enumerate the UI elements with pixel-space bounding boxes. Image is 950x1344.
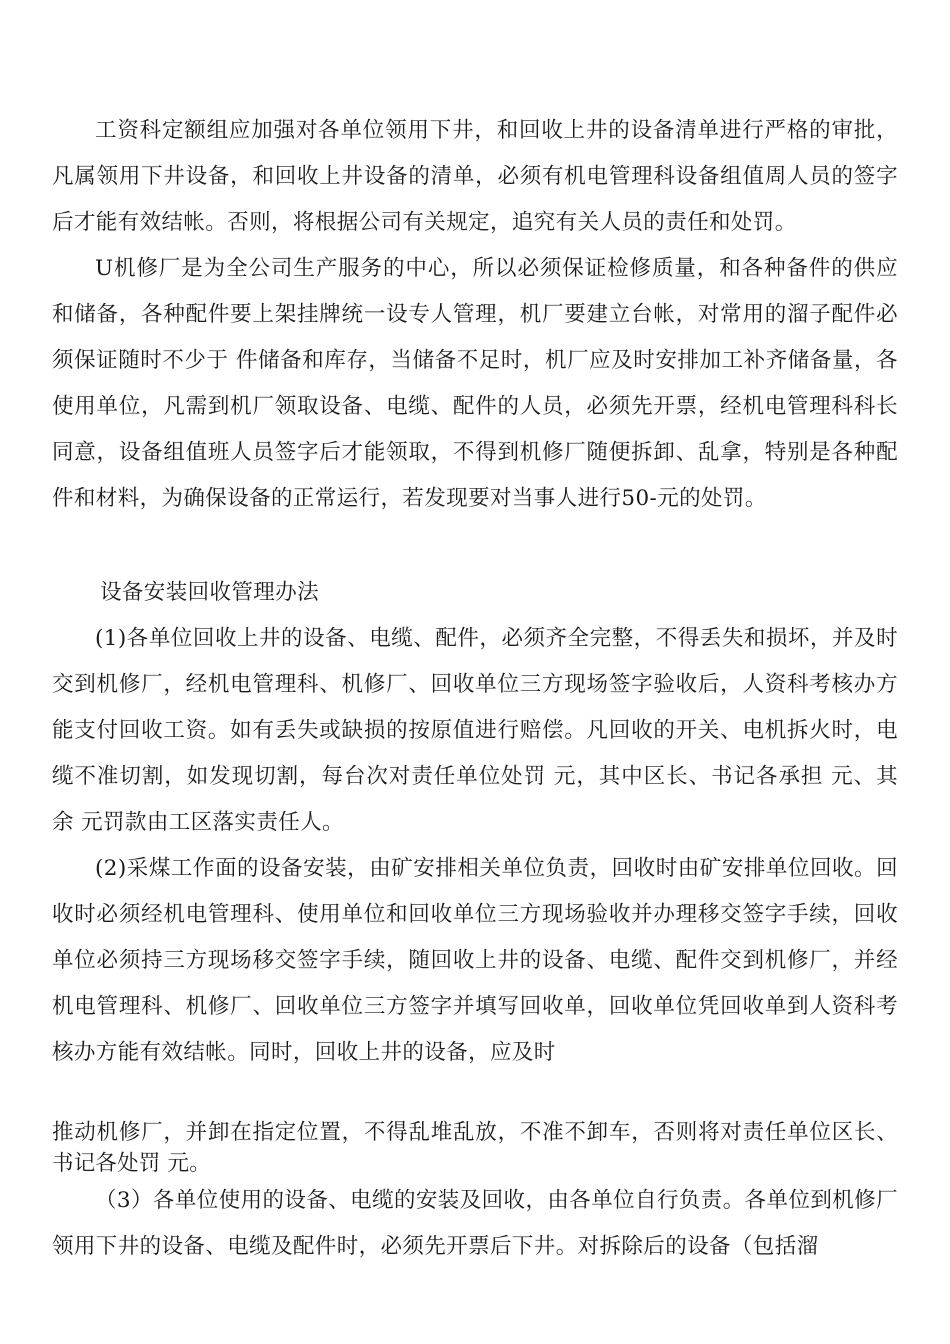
- section-heading: 设备安装回收管理办法: [100, 580, 320, 605]
- item-1-recovery-rules: (1)各单位回收上井的设备、电缆、配件，必须齐全完整，不得丢失和损坏，并及时交到机修厂，经机电管理科、机修厂、回收单位三方现场签字验收后，人资科考核办方能支付回收工资。如有丢失或缺损的按原值进行赔偿。凡回收的开关、电机拆火时，电缆不准切割，如发现切割，每台次对责任单位处罚 元，其中区长、书记各承担 元、其余 元罚款由工区落实责任人。: [52, 626, 898, 835]
- item-2-mining-face-installation: (2)采煤工作面的设备安装，由矿安排相关单位负责，回收时由矿安排单位回收。回收时必须经机电管理科、使用单位和回收单位三方现场验收并办理移交签字手续，回收单位必须持三方现场移交签字手续，随回收上井的设备、电缆、配件交到机修厂，并经机电管理科、机修厂、回收单位三方签字并填写回收单，回收单位凭回收单到人资科考核办方能有效结帐。同时，回收上井的设备，应及时: [52, 856, 898, 1065]
- item-3-unit-self-installation: （3）各单位使用的设备、电缆的安装及回收，由各单位自行负责。各单位到机修厂领用下井的设备、电缆及配件时，必须先开票后下井。对拆除后的设备（包括溜: [52, 1188, 898, 1259]
- paragraph-equipment-checklist-approval: 工资科定额组应加强对各单位领用下井，和回收上井的设备清单进行严格的审批，凡属领用下井设备，和回收上井设备的清单，必须有机电管理科设备组值周人员的签字后才能有效结帐。否则，将根据公司有关规定，追究有关人员的责任和处罚。: [52, 118, 898, 235]
- continuation-paragraph: 推动机修厂，并卸在指定位置，不得乱堆乱放，不准不卸车，否则将对责任单位区长、书记各处罚 元。: [52, 1120, 898, 1176]
- paragraph-repair-plant-management: U机修厂是为全公司生产服务的中心，所以必须保证检修质量，和各种备件的供应和储备，各种配件要上架挂牌统一设专人管理，机厂要建立台帐，对常用的溜子配件必须保证随时不少于 件储备和库存，当储备不足时，机厂应及时安排加工补齐储备量，各使用单位，凡需到机厂领取设备、电缆、配件的人员，必须先开票，经机电管理科科长同意，设备组值班人员签字后才能领取，不得到机修厂随便拆卸、乱拿，特别是各种配件和材料，为确保设备的正常运行，若发现要对当事人进行50-元的处罚。: [52, 256, 898, 511]
